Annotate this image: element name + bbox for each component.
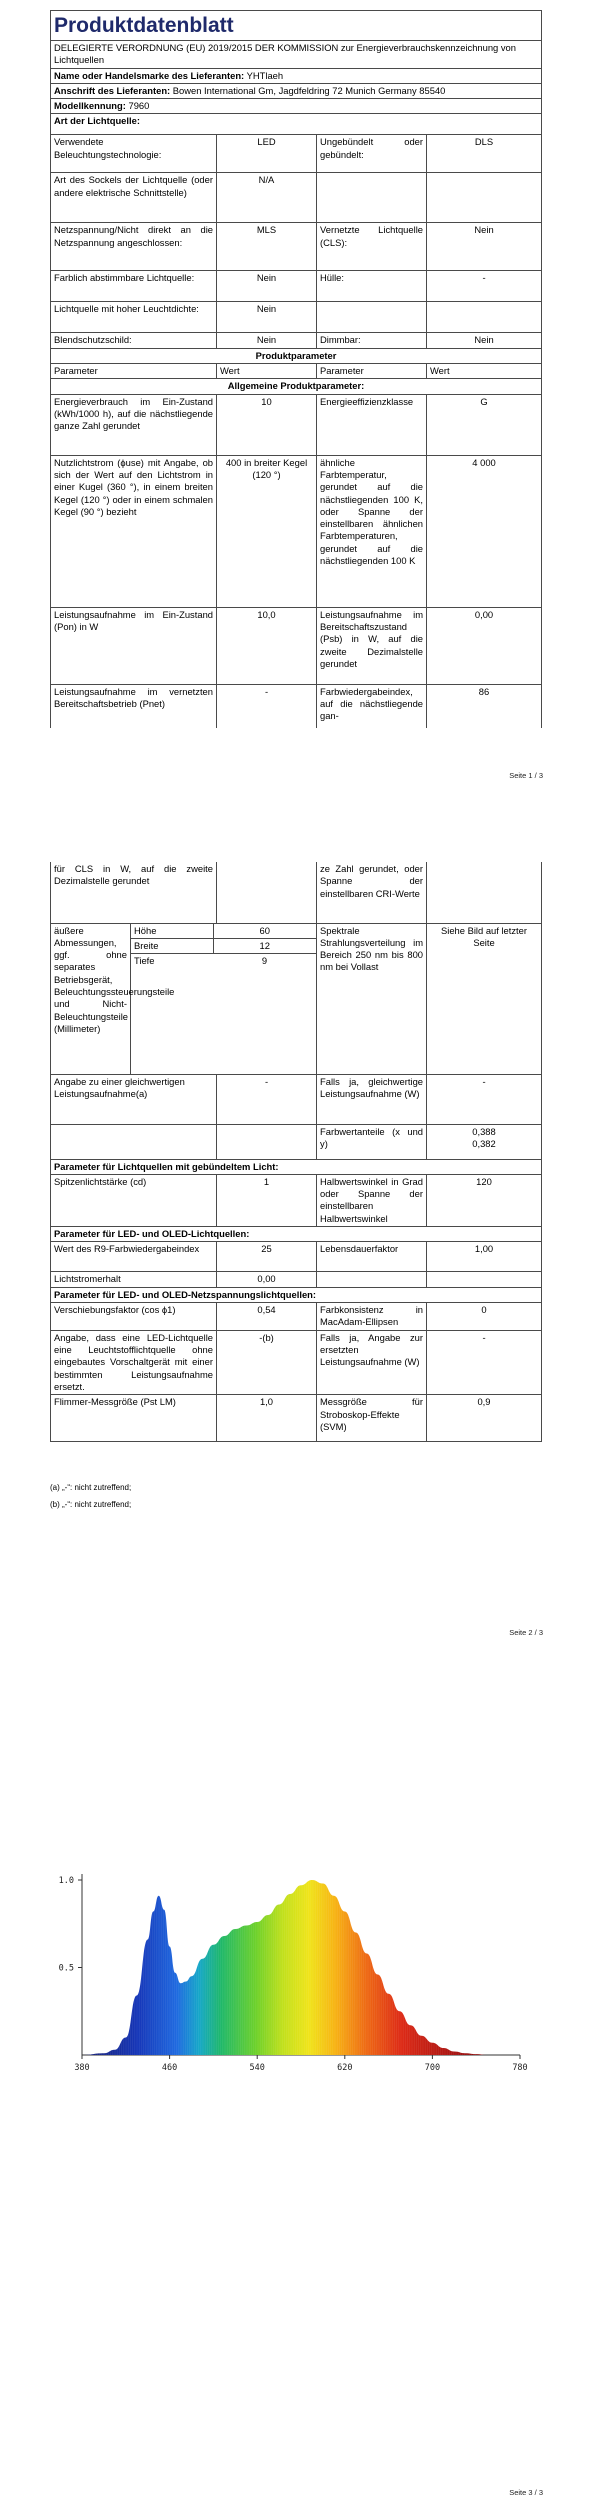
equivalent-power-text: Angabe zu einer gleichwertigen Leistungsaufnahme(a) bbox=[54, 1075, 185, 1099]
spectrum-chart bbox=[0, 1820, 591, 2120]
type-label: Ungebündelt oder gebündelt: bbox=[317, 135, 427, 173]
survival-factor-label: Lebensdauerfaktor bbox=[317, 1242, 427, 1272]
page-3 bbox=[0, 1650, 591, 2510]
trademark-row bbox=[51, 68, 542, 83]
on-mode-power-value: 10,0 bbox=[217, 607, 317, 684]
equivalent-power-label bbox=[51, 1074, 217, 1124]
networked-standby-label-cont: für CLS in W, auf die zweite Dezimalstelle gerundet bbox=[51, 862, 217, 923]
energy-class-label: Energieeffizienzklasse bbox=[317, 394, 427, 455]
address-label: Anschrift des Lieferanten: bbox=[54, 84, 171, 96]
col-header-value: Wert bbox=[217, 364, 317, 379]
type-label: Blendschutzschild: bbox=[51, 333, 217, 348]
luminous-flux-label: Nutzlichtstrom (ϕuse) mit Angabe, ob sich der Wert auf den Lichtstrom in einer Kugel (360 °), in einem breiten Kegel (120 °) oder in einem schmalen Kegel (90 °) bezieht bbox=[51, 455, 217, 607]
r9-label: Wert des R9-Farbwiedergabeindex bbox=[51, 1242, 217, 1272]
datasheet-table-page1 bbox=[50, 10, 542, 728]
empty-cell bbox=[217, 1124, 317, 1159]
chart-area bbox=[82, 1875, 487, 2055]
model-value: 7960 bbox=[128, 100, 150, 112]
lumen-maintenance-value: 0,00 bbox=[217, 1272, 317, 1287]
type-value: Nein bbox=[217, 302, 317, 333]
chromaticity-value bbox=[427, 1124, 542, 1159]
type-value bbox=[427, 173, 542, 223]
type-label: Dimmbar: bbox=[317, 333, 427, 348]
type-label bbox=[317, 302, 427, 333]
type-label: Farblich abstimmbare Lichtquelle: bbox=[51, 271, 217, 302]
empty-cell bbox=[317, 1272, 427, 1287]
trademark-value: YHTlaeh bbox=[246, 69, 284, 81]
page-title: Produktdatenblatt bbox=[51, 11, 542, 41]
page-2 bbox=[0, 800, 591, 1650]
equivalent-power-watts-label: Falls ja, gleichwertige Leistungsaufnahme (W) bbox=[317, 1074, 427, 1124]
col-header-value: Wert bbox=[427, 364, 542, 379]
x-tick-label: 700 bbox=[424, 2063, 441, 2073]
networked-standby-label: Leistungsaufnahme im vernetzten Bereitschaftsbetrieb (Pnet) bbox=[51, 684, 217, 728]
stroboscopic-metric-label: Messgröße für Stroboskop-Effekte (SVM) bbox=[317, 1395, 427, 1442]
dimensions-subtable bbox=[131, 924, 316, 969]
dimensions-cell bbox=[51, 923, 317, 1074]
type-value: Nein bbox=[217, 333, 317, 348]
cri-label-cont: ze Zahl gerundet, oder Spanne der einstellbaren CRI-Werte bbox=[317, 862, 427, 923]
dimension-value: 9 bbox=[261, 955, 268, 967]
empty-cell bbox=[51, 1124, 217, 1159]
x-tick-label: 380 bbox=[74, 2063, 90, 2073]
dimensions-label: äußere Abmessungen, ggf. ohne separates Betriebsgerät, Beleuchtungssteuerungsteile und Nicht-Beleuchtungsteile (Millimeter) bbox=[51, 924, 131, 1074]
address-row bbox=[51, 83, 542, 98]
col-header-parameter: Parameter bbox=[51, 364, 217, 379]
y-tick-label: 1.0 bbox=[58, 1876, 74, 1886]
model-label: Modellkennung: bbox=[54, 100, 126, 112]
displacement-factor-value: 0,54 bbox=[217, 1302, 317, 1330]
type-value: DLS bbox=[427, 135, 542, 173]
mls-params-header: Parameter für LED- und OLED-Netzspannungslichtquellen: bbox=[51, 1287, 542, 1302]
footnote-a: (a) „-“: nicht zutreffend; bbox=[50, 1483, 132, 1492]
type-value: Nein bbox=[427, 333, 542, 348]
energy-class-value: G bbox=[427, 394, 542, 455]
spectral-distribution-label: Spektrale Strahlungsverteilung im Bereich 250 nm bis 800 nm bei Vollast bbox=[317, 923, 427, 1074]
type-value: Nein bbox=[217, 271, 317, 302]
color-temperature-value: 4 000 bbox=[427, 455, 542, 607]
type-value: LED bbox=[217, 135, 317, 173]
lumen-maintenance-label: Lichtstromerhalt bbox=[51, 1272, 217, 1287]
model-row bbox=[51, 99, 542, 114]
luminous-flux-value: 400 in breiter Kegel (120 °) bbox=[217, 455, 317, 607]
type-label bbox=[317, 173, 427, 223]
chromaticity-label: Farbwertanteile (x und y) bbox=[317, 1124, 427, 1159]
trademark-label: Name oder Handelsmarke des Lieferanten: bbox=[54, 69, 245, 81]
displacement-factor-label: Verschiebungsfaktor (cos ϕ1) bbox=[51, 1302, 217, 1330]
peak-intensity-label: Spitzenlichtstärke (cd) bbox=[51, 1174, 217, 1226]
type-label: Vernetzte Lichtquelle (CLS): bbox=[317, 223, 427, 271]
y-tick-label: 0.5 bbox=[58, 1963, 74, 1974]
replaced-power-label: Falls ja, Angabe zur ersetzten Leistungsaufnahme (W) bbox=[317, 1330, 427, 1394]
fluorescent-replacement-value: -(b) bbox=[217, 1330, 317, 1394]
led-params-header: Parameter für LED- und OLED-Lichtquellen: bbox=[51, 1226, 542, 1241]
x-tick-label: 460 bbox=[161, 2063, 178, 2073]
dimension-label: Tiefe bbox=[134, 955, 155, 967]
standby-power-label: Leistungsaufnahme im Bereitschaftszustand (Psb) in W, auf die zweite Dezimalstelle gerundet bbox=[317, 607, 427, 684]
datasheet-table-page2 bbox=[50, 862, 542, 1442]
chromaticity-x: 0,388 bbox=[472, 1125, 496, 1137]
dimension-value: 60 bbox=[213, 924, 316, 939]
general-params-header: Allgemeine Produktparameter: bbox=[51, 379, 542, 394]
address-value: Bowen International Gm, Jagdfeldring 72 Munich Germany 85540 bbox=[172, 84, 446, 96]
peak-intensity-value: 1 bbox=[217, 1174, 317, 1226]
regulation-text: DELEGIERTE VERORDNUNG (EU) 2019/2015 DER KOMMISSION zur Energieverbrauchskennzeichnung von Lichtquellen bbox=[51, 41, 542, 69]
empty-cell bbox=[217, 862, 317, 923]
colour-consistency-value: 0 bbox=[427, 1302, 542, 1330]
x-tick-label: 780 bbox=[512, 2063, 528, 2073]
survival-factor-value: 1,00 bbox=[427, 1242, 542, 1272]
type-label: Lichtquelle mit hoher Leuchtdichte: bbox=[51, 302, 217, 333]
energy-consumption-label: Energieverbrauch im Ein-Zustand (kWh/1000 h), auf die nächstliegende ganze Zahl gerundet bbox=[51, 394, 217, 455]
type-value: Nein bbox=[427, 223, 542, 271]
type-label: Art des Sockels der Lichtquelle (oder andere elektrische Schnittstelle) bbox=[51, 173, 217, 223]
chromaticity-y: 0,382 bbox=[472, 1137, 496, 1149]
cri-label: Farbwiedergabeindex, auf die nächstliegende gan- bbox=[317, 684, 427, 728]
cri-value: 86 bbox=[427, 684, 542, 728]
on-mode-power-label: Leistungsaufnahme im Ein-Zustand (Pon) in W bbox=[51, 607, 217, 684]
networked-standby-value: - bbox=[217, 684, 317, 728]
page-number: Seite 3 / 3 bbox=[509, 2488, 543, 2497]
type-value: - bbox=[427, 271, 542, 302]
page-number: Seite 1 / 3 bbox=[509, 771, 543, 780]
type-header: Art der Lichtquelle: bbox=[51, 114, 542, 135]
dimension-label: Höhe bbox=[131, 924, 213, 939]
page-1 bbox=[0, 0, 591, 800]
dimension-value: 12 bbox=[213, 938, 316, 953]
type-label: Netzspannung/Nicht direkt an die Netzspannung angeschlossen: bbox=[51, 223, 217, 271]
x-tick-label: 540 bbox=[249, 2063, 265, 2073]
params-header: Produktparameter bbox=[51, 348, 542, 363]
r9-value: 25 bbox=[217, 1242, 317, 1272]
footnote-b: (b) „-“: nicht zutreffend; bbox=[50, 1500, 132, 1509]
flicker-metric-label: Flimmer-Messgröße (Pst LM) bbox=[51, 1395, 217, 1442]
flicker-metric-value: 1,0 bbox=[217, 1395, 317, 1442]
type-value: N/A bbox=[217, 173, 317, 223]
type-label: Verwendete Beleuchtungstechnologie: bbox=[51, 135, 217, 173]
standby-power-value: 0,00 bbox=[427, 607, 542, 684]
color-temperature-label: ähnliche Farbtemperatur, gerundet auf die nächstliegenden 100 K, oder Spanne der einstellbaren ähnlichen Farbtemperaturen, gerundet auf die nächstliegenden 100 K bbox=[317, 455, 427, 607]
col-header-parameter: Parameter bbox=[317, 364, 427, 379]
dimension-label: Breite bbox=[131, 938, 213, 953]
type-label: Hülle: bbox=[317, 271, 427, 302]
replaced-power-value: - bbox=[427, 1330, 542, 1394]
type-value: MLS bbox=[217, 223, 317, 271]
stroboscopic-metric-value: 0,9 bbox=[427, 1395, 542, 1442]
spectral-distribution-value: Siehe Bild auf letzter Seite bbox=[427, 923, 542, 1074]
x-tick-label: 620 bbox=[337, 2063, 353, 2073]
empty-cell bbox=[427, 1272, 542, 1287]
empty-cell bbox=[427, 862, 542, 923]
colour-consistency-label: Farbkonsistenz in MacAdam-Ellipsen bbox=[317, 1302, 427, 1330]
directional-params-header: Parameter für Lichtquellen mit gebündeltem Licht: bbox=[51, 1159, 542, 1174]
type-value bbox=[427, 302, 542, 333]
beam-angle-value: 120 bbox=[427, 1174, 542, 1226]
equivalent-power-value: - bbox=[217, 1074, 317, 1124]
equivalent-power-watts-value: - bbox=[427, 1074, 542, 1124]
fluorescent-replacement-label: Angabe, dass eine LED-Lichtquelle eine Leuchtstofflichtquelle ohne eingebautes Vorschaltgerät mit einer bestimmten Leistungsaufnahme ersetzt. bbox=[51, 1330, 217, 1394]
beam-angle-label: Halbwertswinkel in Grad oder Spanne der einstellbaren Halbwertswinkel bbox=[317, 1174, 427, 1226]
page-number: Seite 2 / 3 bbox=[509, 1628, 543, 1637]
energy-consumption-value: 10 bbox=[217, 394, 317, 455]
